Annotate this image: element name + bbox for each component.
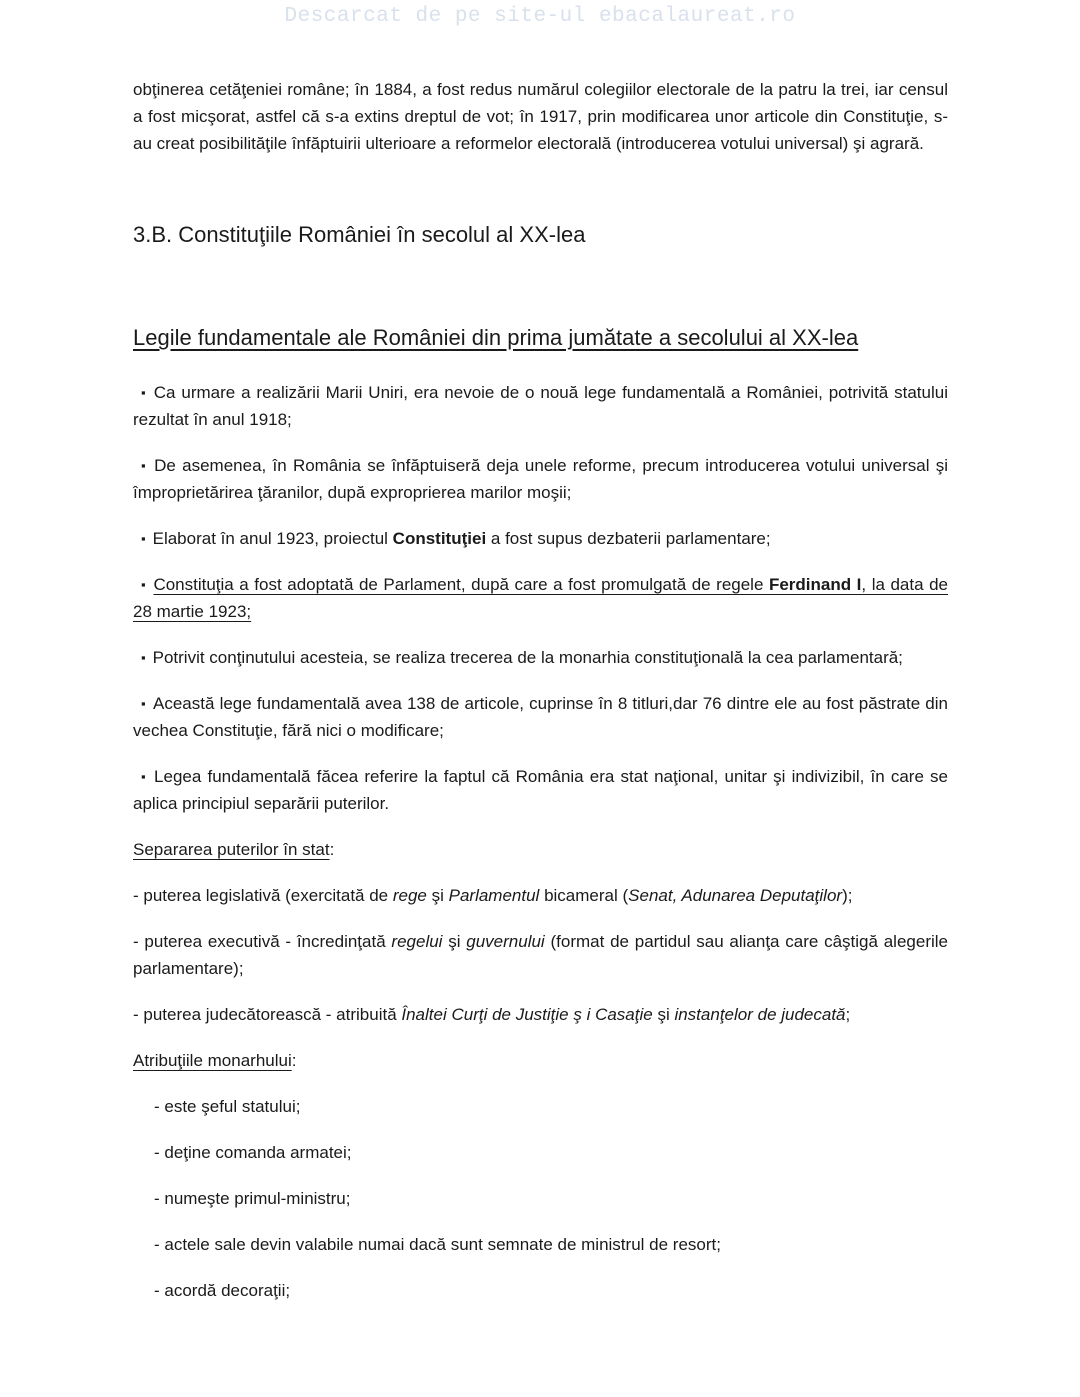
square-bullet-icon: ▪ xyxy=(141,650,146,665)
monarch-attribute-item: - actele sale devin valabile numai dacă sunt semnate de ministrul de resort; xyxy=(154,1235,721,1254)
square-bullet-icon: ▪ xyxy=(141,577,147,592)
bullet-item: ▪ Legea fundamentală făcea referire la faptul că România era stat naţional, unitar şi indivizibil, în care se aplica principiul separării puterilor. xyxy=(133,767,949,813)
intro-paragraph: obţinerea cetăţeniei române; în 1884, a fost redus numărul colegiilor electorale de la patru la trei, iar censul a fost micşorat, astfel că s-a extins dreptul de vot; în 1917, prin modificarea unor articole din Constituţie, s-au creat posibilităţile înfăptuirii ulterioare a reformelor electorală (introducerea votului universal) şi agrară. xyxy=(133,80,948,153)
square-bullet-icon: ▪ xyxy=(141,531,146,546)
monarch-attribute-item: - acordă decoraţii; xyxy=(154,1281,291,1300)
separation-of-powers-heading: Separarea puterilor în stat: xyxy=(133,840,335,859)
monarch-attribute-item: - numeşte primul-ministru; xyxy=(154,1189,351,1208)
monarch-attributes-heading: Atribuţiile monarhului: xyxy=(133,1051,297,1070)
bullet-item: ▪ Această lege fundamentală avea 138 de articole, cuprinse în 8 titluri,dar 76 dintre ele au fost păstrate din vechea Constituţie, fără nici o modificare; xyxy=(133,694,948,740)
section-title: 3.B. Constituţiile României în secolul al XX-lea xyxy=(133,222,586,247)
square-bullet-icon: ▪ xyxy=(141,385,147,400)
subsection-title: Legile fundamentale ale României din prima jumătate a secolului al XX-lea xyxy=(133,325,859,350)
bullet-item: ▪ Elaborat în anul 1923, proiectul Constituţiei a fost supus dezbaterii parlamentare; xyxy=(141,529,771,548)
monarch-attribute-item: - deţine comanda armatei; xyxy=(154,1143,352,1162)
bullet-item: ▪ Potrivit conţinutului acesteia, se realiza trecerea de la monarhia constituţională la cea parlamentară; xyxy=(141,648,903,667)
watermark-text: Descarcat de pe site-ul ebacalaureat.ro xyxy=(284,5,796,28)
bullet-item-underlined: ▪ Constituţia a fost adoptată de Parlament, după care a fost promulgată de regele Ferdinand I, la data de 28 martie 1923; xyxy=(133,575,949,621)
square-bullet-icon: ▪ xyxy=(141,696,147,711)
square-bullet-icon: ▪ xyxy=(141,769,148,784)
square-bullet-icon: ▪ xyxy=(141,458,148,473)
bullet-item: ▪ Ca urmare a realizării Marii Uniri, era nevoie de o nouă lege fundamentală a României, potrivită statului rezultat în anul 1918; xyxy=(133,383,948,429)
power-item-judicial: - puterea judecătorească - atribuită Înaltei Curţi de Justiţie ş i Casaţie şi instanţelor de judecată; xyxy=(133,1005,851,1024)
power-item-legislative: - puterea legislativă (exercitată de rege şi Parlamentul bicameral (Senat, Adunarea Deputaţilor); xyxy=(133,886,853,905)
monarch-attribute-item: - este şeful statului; xyxy=(154,1097,301,1116)
bullet-item: ▪ De asemenea, în România se înfăptuiseră deja unele reforme, precum introducerea votului universal şi împroprietărirea ţăranilor, după exproprierea marilor moşii; xyxy=(133,456,949,502)
power-item-executive: - puterea executivă - încredinţată regelui şi guvernului (format de partidul sau alianţa care câştigă alegerile parlamentare); xyxy=(133,932,948,978)
